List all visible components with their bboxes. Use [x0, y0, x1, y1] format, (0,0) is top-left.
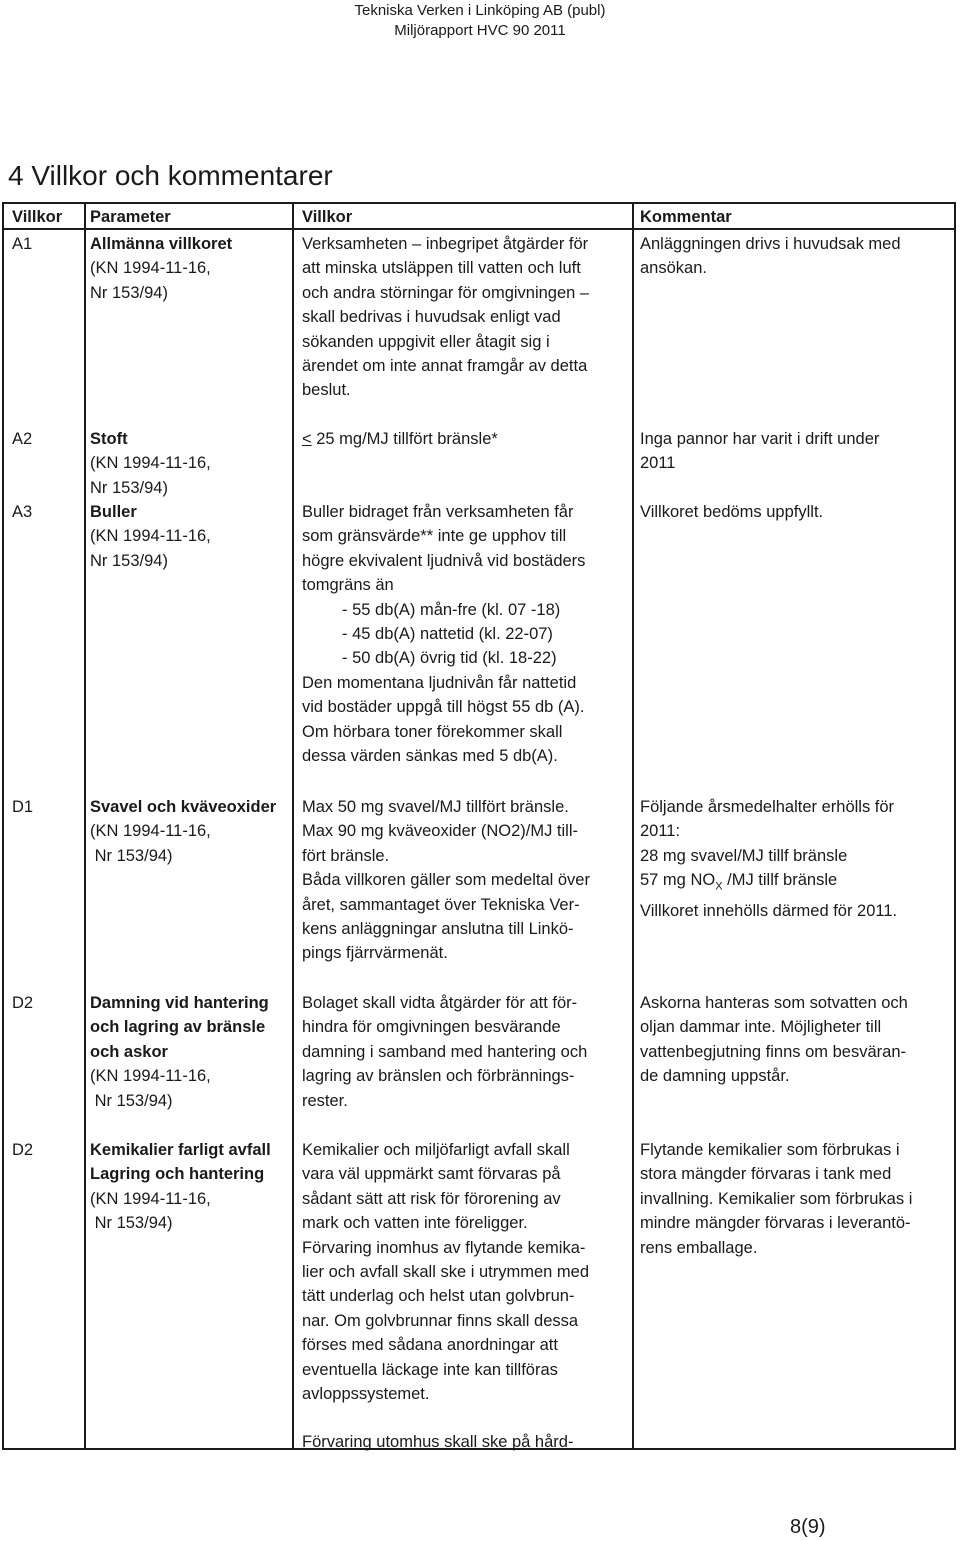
row-id: D1 — [12, 798, 34, 816]
col-divider — [84, 204, 86, 1448]
header-company: Tekniska Verken i Linköping AB (publ) — [354, 2, 606, 19]
noise-limit-item: - 45 db(A) nattetid (kl. 22-07) — [342, 625, 553, 644]
row-parameter: Stoft (KN 1994-11-16, Nr 153/94) — [90, 430, 211, 497]
row-villkor: Verksamheten – inbegripet åtgärder för att minska utsläppen till vatten och luft och andra störningar för omgivningen – skall bedrivas i huvudsak enligt vad sökanden uppgivit eller åtagit sig i ärendet om inte annat framgår av detta beslut. — [302, 235, 590, 400]
row-villkor: < 25 mg/MJ tillfört bränsle* — [302, 430, 498, 448]
col-divider — [632, 204, 634, 1448]
header-report: Miljörapport HVC 90 2011 — [394, 22, 566, 39]
noise-limit-item: - 50 db(A) övrig tid (kl. 18-22) — [342, 649, 557, 668]
row-villkor: Buller bidraget från verksamheten får som gränsvärde** inte ge upphov till högre ekvivalent ljudnivå vid bostäders tomgräns än - 55 db(A) mån-fre (kl. 07 -18) - 45 db(A) nattetid (kl. 22-07) - 50 db(A) övrig tid (kl. 18-22) Den momentana ljudnivån får nattetid vid bostäder uppgå till högst 55 db (A). Om hörbara toner förekommer skall dessa värden sänkas med 5 db(A). — [302, 503, 586, 766]
row-id: D2 — [12, 1141, 34, 1159]
col-header-villkor-id: Villkor — [12, 208, 63, 226]
row-id: A3 — [12, 503, 33, 521]
row-villkor: Kemikalier och miljöfarligt avfall skall vara väl uppmärkt samt förvaras på sådant sätt att risk för förorening av mark och vatten inte föreligger. Förvaring inomhus av flytande kemika- lier och avfall skall ske i utrymmen med tätt underlag och helst utan golvbrun- nar. Om golvbrunnar finns skall dessa förses med sådana anordningar att eventuella läckage inte kan tillföras avloppssystemet. — [302, 1141, 590, 1404]
col-header-villkor: Villkor — [302, 208, 353, 226]
row-id: A2 — [12, 430, 33, 448]
row-id: D2 — [12, 994, 34, 1012]
section-title: 4 Villkor och kommentarer — [8, 160, 333, 191]
row-parameter: Svavel och kväveoxider (KN 1994-11-16, Nr 153/94) — [90, 798, 277, 865]
row-villkor: Max 50 mg svavel/MJ tillfört bränsle. Max 90 mg kväveoxider (NO2)/MJ till- fört bränsle. Båda villkoren gäller som medeltal över året, sammantaget över Tekniska Ver- kens anläggningar anslutna till Linkö- pings fjärrvärmenät. — [302, 798, 590, 963]
row-comment: Askorna hanteras som sotvatten och oljan dammar inte. Möjligheter till vattenbegjutning finns om besväran- de damning uppstår. — [640, 994, 908, 1086]
row-parameter: Kemikalier farligt avfall Lagring och hantering (KN 1994-11-16, Nr 153/94) — [90, 1141, 271, 1233]
col-header-parameter: Parameter — [90, 208, 171, 226]
row-id: A1 — [12, 235, 33, 253]
page-header — [0, 0, 960, 41]
row-comment: Inga pannor har varit i drift under 2011 — [640, 430, 880, 473]
row-parameter: Damning vid hantering och lagring av bränsle och askor (KN 1994-11-16, Nr 153/94) — [90, 994, 269, 1110]
row-comment: Flytande kemikalier som förbrukas i stora mängder förvaras i tank med invallning. Kemikalier som förbrukas i mindre mängder förvaras i leverantö- rens emballage. — [640, 1141, 913, 1257]
row-comment: Anläggningen drivs i huvudsak med ansökan. — [640, 235, 901, 278]
row-villkor-continued: Förvaring utomhus skall ske på hård- — [302, 1433, 574, 1451]
page-number: 8(9) — [790, 1516, 826, 1538]
row-comment: Villkoret bedöms uppfyllt. — [640, 503, 824, 521]
row-parameter: Buller (KN 1994-11-16, Nr 153/94) — [90, 503, 211, 570]
row-comment: Följande årsmedelhalter erhölls för 2011: 28 mg svavel/MJ tillf bränsle 57 mg $NO_X$ /MJ tillf bränsle Villkoret innehölls därmed för 2011. — [640, 798, 898, 920]
row-villkor: Bolaget skall vidta åtgärder för att för- hindra för omgivningen besvärande damning i samband med hantering och lagring av bränslen och förbrännings- rester. — [302, 994, 588, 1110]
noise-limit-item: - 55 db(A) mån-fre (kl. 07 -18) — [342, 600, 561, 619]
conditions-table — [2, 202, 956, 1450]
col-divider — [292, 204, 294, 1448]
col-header-kommentar: Kommentar — [640, 208, 732, 226]
row-parameter: Allmänna villkoret (KN 1994-11-16, Nr 153/94) — [90, 235, 233, 302]
